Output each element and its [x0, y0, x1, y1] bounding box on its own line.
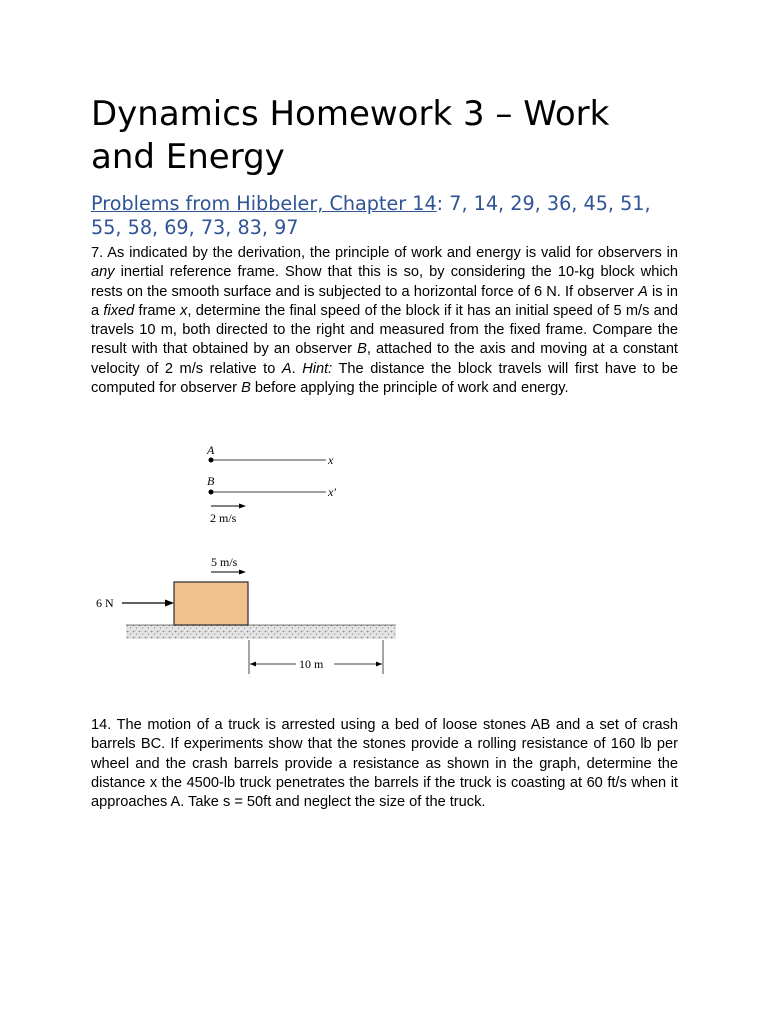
velocity-b-arrowhead	[239, 504, 246, 509]
dimension-arrow-right	[376, 662, 382, 667]
label-a: A	[207, 443, 215, 457]
observer-b-point	[209, 490, 214, 495]
problem-list-heading	[91, 192, 681, 240]
force-label: 6 N	[96, 596, 114, 610]
problem-numbers: : 7, 14, 29, 36, 45, 51, 55, 58, 69, 73, 83, 97	[91, 192, 651, 239]
label-x: x	[328, 453, 334, 467]
force-arrowhead	[165, 600, 174, 607]
distance-label: 10 m	[299, 657, 324, 671]
velocity-block-arrowhead	[239, 570, 246, 575]
block	[174, 582, 248, 625]
velocity-b-label: 2 m/s	[210, 511, 237, 525]
velocity-block-label: 5 m/s	[211, 555, 238, 569]
observer-a-point	[209, 458, 214, 463]
label-xprime: x′	[328, 485, 336, 499]
page-title: Dynamics Homework 3 – Work and Energy	[91, 94, 610, 177]
problem-14-text: 14. The motion of a truck is arrested using a bed of loose stones AB and a set of crash barrels BC. If experiments show that the stones provide a rolling resistance of 160 lb per wheel and the crash barrels provide a resistance as shown in the graph, determine the distance x the 4500-lb truck penetrates the barrels if the truck is coasting at 60 ft/s when it approaches A. Take s = 50ft and neglect the size of the truck.	[91, 717, 678, 811]
ground-surface	[126, 625, 396, 639]
chapter-link[interactable]: Problems from Hibbeler, Chapter 14	[91, 192, 437, 215]
problem-7-text: 7. As indicated by the derivation, the principle of work and energy is valid for observers in any inertial reference frame. Show that this is so, by considering the 10-kg block which rests on the smooth surface and is subjected to a horizontal force of 6 N. If observer A is in a fixed frame x, determine the final speed of the block if it has an initial speed of 5 m/s and travels 10 m, both directed to the right and measured from the fixed frame. Compare the result with that obtained by an observer B, attached to the axis and moving at a constant velocity of 2 m/s relative to A. Hint: The distance the block travels will first have to be computed for observer B before applying the principle of work and energy.	[91, 245, 679, 397]
label-b: B	[207, 474, 215, 488]
dimension-arrow-left	[250, 662, 256, 667]
